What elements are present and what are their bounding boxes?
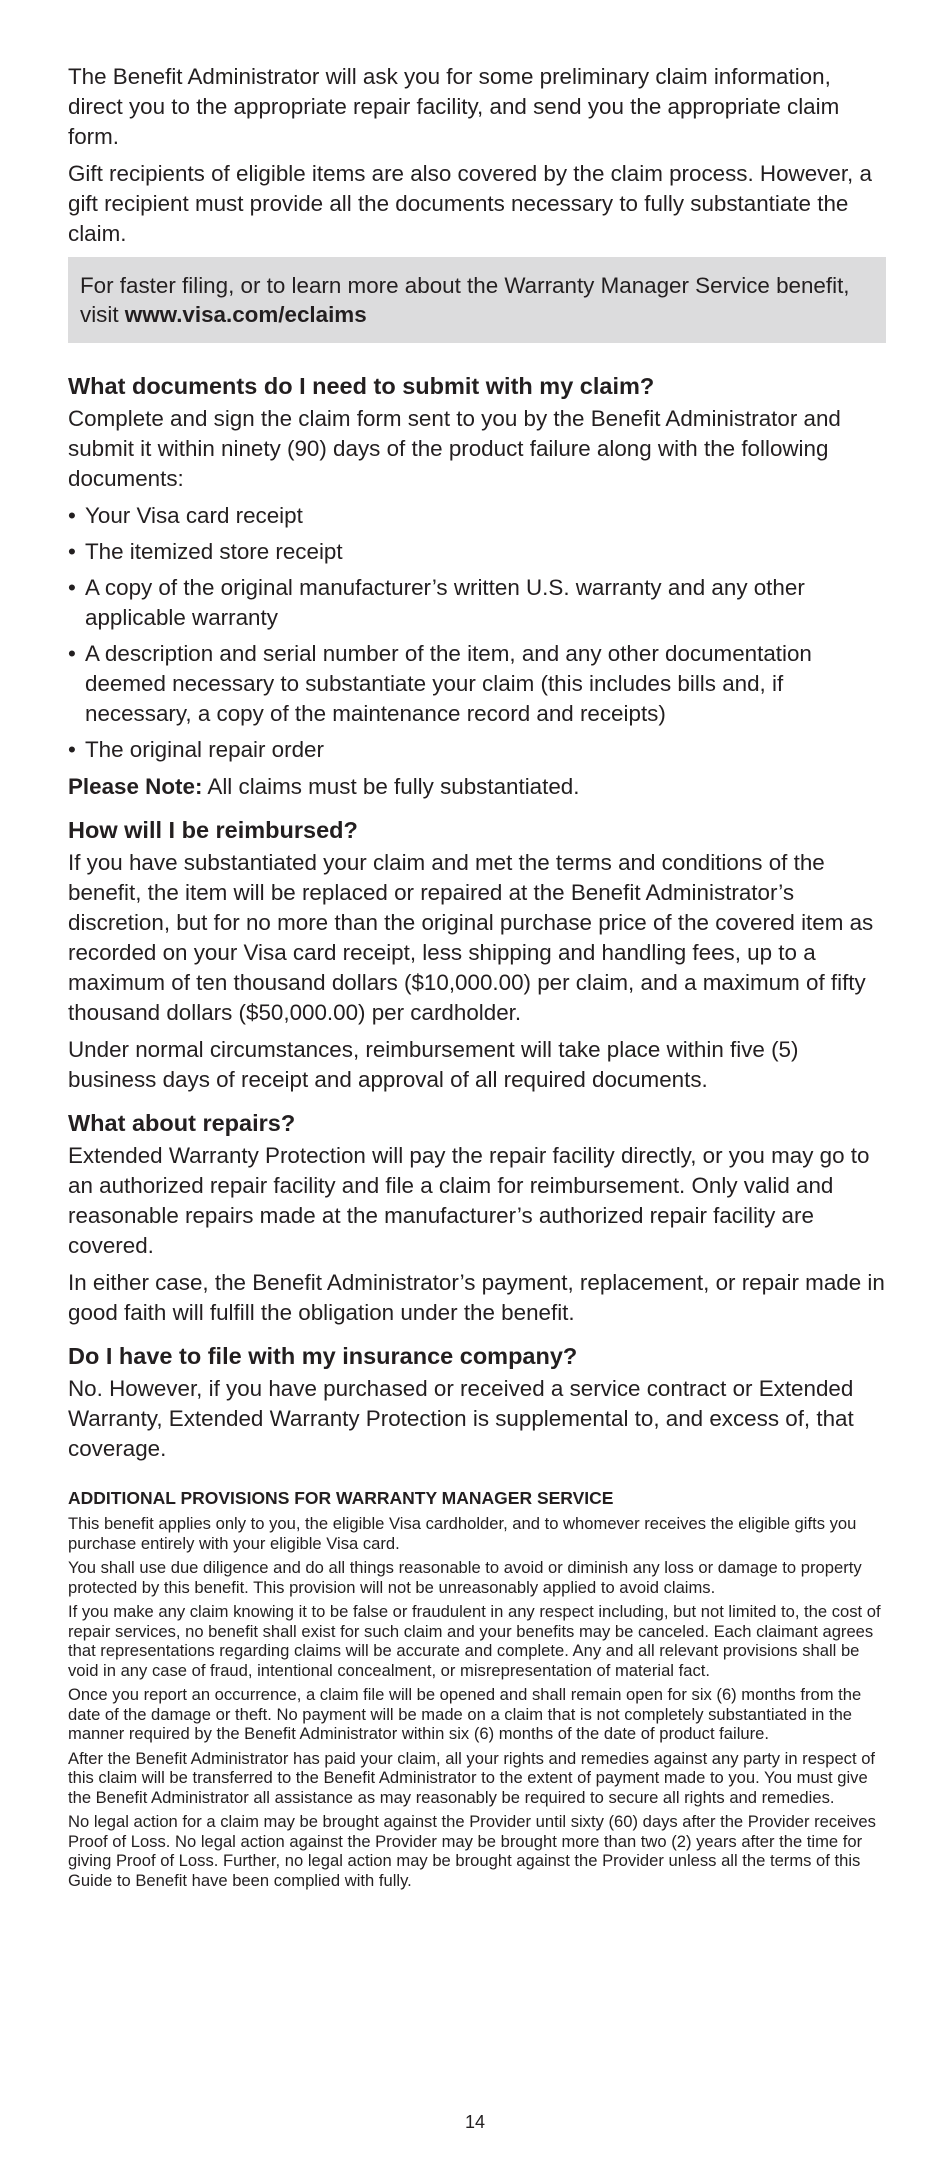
list-item bbox=[68, 639, 886, 729]
provisions-paragraph-6: No legal action for a claim may be brought against the Provider until sixty (60) days after the Provider receives Proof of Loss. No legal action against the Provider may be brought more than two (2) years after the time for giving Proof of Loss. Further, no legal action may be brought against the Provider unless all the terms of this Guide to Benefit have been complied with fully. bbox=[68, 1812, 876, 1890]
page-number: 14 bbox=[464, 2112, 486, 2132]
reimbursed-paragraph-2: Under normal circumstances, reimbursement will take place within five (5) business days of receipt and approval of all required documents. bbox=[68, 1037, 799, 1092]
bullet: • bbox=[68, 575, 76, 600]
provisions-paragraph-3: If you make any claim knowing it to be false or fraudulent in any respect including, but not limited to, the cost of repair services, no benefit shall exist for such claim and your benefits may be canceled. Each claimant agrees that representations regarding claims will be accurate and complete. Any and all relevant provisions shall be void in any case of fraud, intentional concealment, or misrepresentation of material fact. bbox=[68, 1602, 881, 1680]
repairs-heading: What about repairs? bbox=[68, 1110, 296, 1136]
document-page bbox=[68, 62, 886, 1895]
eclaims-callout bbox=[68, 257, 886, 343]
list-item-text: Your Visa card receipt bbox=[85, 503, 303, 528]
reimbursed-paragraph-1: If you have substantiated your claim and met the terms and conditions of the benefit, the item will be replaced or repaired at the Benefit Administrator’s discretion, but for no more than the original purchase price of the covered item as recorded on your Visa card receipt, less shipping and handling fees, up to a maximum of ten thousand dollars ($10,000.00) per claim, and a maximum of fifty thousand dollars ($50,000.00) per cardholder. bbox=[68, 850, 874, 1025]
list-item bbox=[68, 735, 886, 765]
repairs-paragraph-1: Extended Warranty Protection will pay the repair facility directly, or you may go to an authorized repair facility and file a claim for reimbursement. Only valid and reasonable repairs made at the manufacturer’s authorized repair facility are covered. bbox=[68, 1143, 870, 1258]
intro-paragraph: The Benefit Administrator will ask you for some preliminary claim information, direct you to the appropriate repair facility, and send you the appropriate claim form. bbox=[68, 64, 840, 149]
gift-recipient-paragraph: Gift recipients of eligible items are also covered by the claim process. However, a gift recipient must provide all the documents necessary to fully substantiate the claim. bbox=[68, 161, 872, 246]
list-item-text: A description and serial number of the item, and any other documentation deemed necessary to substantiate your claim (this includes bills and, if necessary, a copy of the maintenance record and receipts) bbox=[85, 641, 812, 726]
documents-list bbox=[68, 501, 886, 765]
list-item-text: A copy of the original manufacturer’s written U.S. warranty and any other applicable warranty bbox=[85, 575, 805, 630]
insurance-paragraph: No. However, if you have purchased or received a service contract or Extended Warranty, Extended Warranty Protection is supplemental to, and excess of, that coverage. bbox=[68, 1376, 854, 1461]
callout-text: For faster filing, or to learn more about the Warranty Manager Service benefit, visit bbox=[80, 273, 850, 327]
list-item-text: The original repair order bbox=[85, 737, 324, 762]
note-label: Please Note: bbox=[68, 774, 203, 799]
note-text: All claims must be fully substantiated. bbox=[202, 774, 580, 799]
list-item bbox=[68, 573, 886, 633]
please-note bbox=[68, 772, 886, 802]
bullet: • bbox=[68, 641, 76, 666]
bullet: • bbox=[68, 737, 76, 762]
list-item-text: The itemized store receipt bbox=[85, 539, 343, 564]
provisions-paragraph-4: Once you report an occurrence, a claim file will be opened and shall remain open for six (6) months from the date of the damage or theft. No payment will be made on a claim that is not completely substantiated in the manner required by the Benefit Administrator within six (6) months of the date of product failure. bbox=[68, 1685, 862, 1743]
eclaims-link[interactable]: www.visa.com/eclaims bbox=[124, 302, 367, 327]
documents-intro: Complete and sign the claim form sent to you by the Benefit Administrator and submit it within ninety (90) days of the product failure along with the following documents: bbox=[68, 406, 841, 491]
list-item bbox=[68, 501, 886, 531]
repairs-paragraph-2: In either case, the Benefit Administrator’s payment, replacement, or repair made in good faith will fulfill the obligation under the benefit. bbox=[68, 1270, 885, 1325]
bullet: • bbox=[68, 503, 76, 528]
provisions-paragraph-5: After the Benefit Administrator has paid your claim, all your rights and remedies against any party in respect of this claim will be transferred to the Benefit Administrator to the extent of payment made to you. You must give the Benefit Administrator all assistance as may reasonably be required to secure all rights and remedies. bbox=[68, 1748, 876, 1807]
list-item bbox=[68, 537, 886, 567]
insurance-heading: Do I have to file with my insurance company? bbox=[68, 1343, 578, 1369]
provisions-heading: ADDITIONAL PROVISIONS FOR WARRANTY MANAGER SERVICE bbox=[68, 1488, 614, 1508]
reimbursed-heading: How will I be reimbursed? bbox=[68, 817, 358, 843]
bullet: • bbox=[68, 539, 76, 564]
documents-heading: What documents do I need to submit with my claim? bbox=[68, 373, 655, 399]
provisions-paragraph-1: This benefit applies only to you, the eligible Visa cardholder, and to whomever receives the eligible gifts you purchase entirely with your eligible Visa card. bbox=[68, 1514, 857, 1553]
provisions-paragraph-2: You shall use due diligence and do all things reasonable to avoid or diminish any loss or damage to property protected by this benefit. This provision will not be unreasonably applied to avoid claims. bbox=[68, 1558, 862, 1597]
